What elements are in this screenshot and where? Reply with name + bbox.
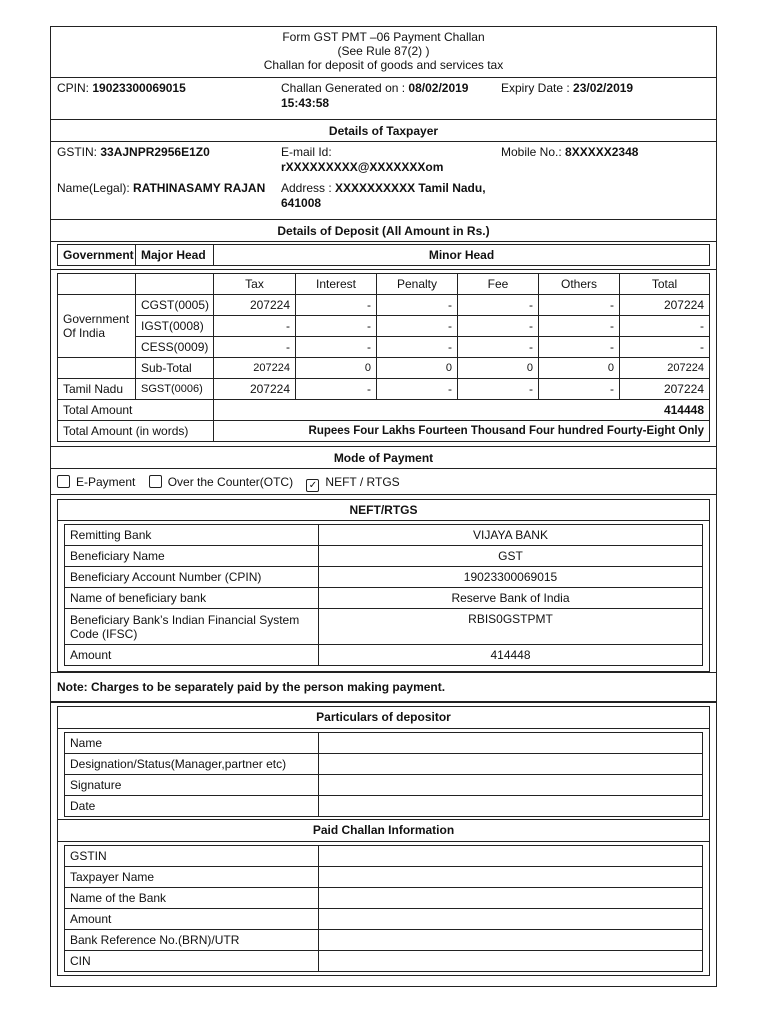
cpin-block <box>51 78 275 119</box>
cell-value: 0 <box>539 358 620 379</box>
cell-value: - <box>458 316 539 337</box>
paid-table <box>64 845 703 972</box>
neft-table <box>64 524 703 666</box>
cell-value: - <box>296 379 377 400</box>
row-label: Bank Reference No.(BRN)/UTR <box>65 930 319 951</box>
cell-value: - <box>214 316 296 337</box>
row-value: VIJAYA BANK <box>319 525 703 546</box>
expiry-label: Expiry Date : <box>501 81 574 95</box>
col-total: Total <box>620 274 710 295</box>
cpin-value: 19023300069015 <box>92 81 186 95</box>
cell-value: - <box>296 316 377 337</box>
option-otc[interactable] <box>149 475 297 489</box>
row-value: 414448 <box>319 645 703 666</box>
table-row <box>65 888 703 909</box>
payment-mode-options <box>51 469 716 495</box>
table-row <box>65 588 703 609</box>
depositor-date-field[interactable] <box>319 796 703 817</box>
table-row <box>65 645 703 666</box>
row-label: CIN <box>65 951 319 972</box>
row-label: Signature <box>65 775 319 796</box>
legal-name-label: Name(Legal): <box>57 181 134 195</box>
email-block <box>275 142 495 178</box>
col-others: Others <box>539 274 620 295</box>
address-block <box>275 178 495 218</box>
total-amount-label: Total Amount <box>58 400 214 421</box>
option-label: NEFT / RTGS <box>325 475 400 489</box>
row-label: Amount <box>65 909 319 930</box>
table-row <box>58 379 710 400</box>
taxpayer-heading: Details of Taxpayer <box>51 120 716 142</box>
row-label: Name of the Bank <box>65 888 319 909</box>
gstin-label: GSTIN: <box>57 145 101 159</box>
payment-mode-heading: Mode of Payment <box>51 447 716 469</box>
checkbox-e-payment[interactable] <box>57 475 70 488</box>
paid-gstin-field[interactable] <box>319 846 703 867</box>
deposit-head-table <box>57 244 710 266</box>
table-row <box>58 316 710 337</box>
deposit-table-wrap <box>51 270 716 447</box>
table-row <box>65 525 703 546</box>
table-row <box>65 754 703 775</box>
gstin-block <box>51 142 275 178</box>
checkbox-otc[interactable] <box>149 475 162 488</box>
col-tax: Tax <box>214 274 296 295</box>
goi-label: Government Of India <box>58 295 136 358</box>
state-label: Tamil Nadu <box>58 379 136 400</box>
form-subtitle: Challan for deposit of goods and services tax <box>263 58 504 72</box>
paid-amount-field[interactable] <box>319 909 703 930</box>
row-label: Beneficiary Bank’s Indian Financial System Code (IFSC) <box>65 609 319 645</box>
form-rule: (See Rule 87(2) ) <box>337 44 430 58</box>
row-value: 19023300069015 <box>319 567 703 588</box>
address-label: Address : <box>281 181 336 195</box>
option-e-payment[interactable] <box>57 475 139 489</box>
cell-value: 0 <box>296 358 377 379</box>
mobile-block <box>495 142 715 178</box>
cell-value: - <box>377 316 458 337</box>
cell-value: - <box>539 295 620 316</box>
cell-value: - <box>620 337 710 358</box>
row-label: Beneficiary Account Number (CPIN) <box>65 567 319 588</box>
table-row <box>65 733 703 754</box>
cell-value: - <box>539 379 620 400</box>
cell-value: - <box>377 295 458 316</box>
table-row <box>65 609 703 645</box>
neft-heading: NEFT/RTGS <box>58 500 709 521</box>
depositor-heading: Particulars of depositor <box>58 707 709 729</box>
gstin-value: 33AJNPR2956E1Z0 <box>100 145 210 159</box>
form-header <box>51 27 716 78</box>
paid-taxpayer-field[interactable] <box>319 867 703 888</box>
table-row <box>58 295 710 316</box>
cell-value: 207224 <box>620 295 710 316</box>
row-label: GSTIN <box>65 846 319 867</box>
row-label: Amount <box>65 645 319 666</box>
cell-value: 207224 <box>620 379 710 400</box>
table-row <box>65 930 703 951</box>
table-row <box>65 951 703 972</box>
paid-bank-field[interactable] <box>319 888 703 909</box>
neft-section <box>51 495 716 703</box>
table-row <box>65 909 703 930</box>
option-label: E-Payment <box>76 475 136 489</box>
row-label: Remitting Bank <box>65 525 319 546</box>
cell-value: - <box>296 337 377 358</box>
cell-value: - <box>214 337 296 358</box>
row-label: Date <box>65 796 319 817</box>
table-row <box>65 567 703 588</box>
table-row <box>65 867 703 888</box>
row-label: Designation/Status(Manager,partner etc) <box>65 754 319 775</box>
col-penalty: Penalty <box>377 274 458 295</box>
cell-value: - <box>539 337 620 358</box>
cell-value: 207224 <box>214 295 296 316</box>
deposit-head-row <box>51 242 716 270</box>
cell-value: - <box>458 337 539 358</box>
checkbox-neft-rtgs[interactable]: ✓ <box>306 479 319 492</box>
cell-value: 207224 <box>214 379 296 400</box>
challan-form <box>50 26 717 987</box>
major-head: Major Head <box>136 245 214 266</box>
cell-value: - <box>458 379 539 400</box>
generated-label: Challan Generated on : <box>281 81 409 95</box>
paid-heading: Paid Challan Information <box>58 819 709 842</box>
row-value: Reserve Bank of India <box>319 588 703 609</box>
cell-value: - <box>458 295 539 316</box>
cell-value: - <box>539 316 620 337</box>
row-head: CESS(0009) <box>136 337 214 358</box>
col-interest: Interest <box>296 274 377 295</box>
cell-value: - <box>377 379 458 400</box>
cell-value: - <box>377 337 458 358</box>
total-amount-row <box>58 400 710 421</box>
total-words-value: Rupees Four Lakhs Fourteen Thousand Four hundred Fourty-Eight Only <box>214 421 710 442</box>
deposit-heading: Details of Deposit (All Amount in Rs.) <box>51 220 716 242</box>
cell-value: 0 <box>377 358 458 379</box>
minor-head: Minor Head <box>214 245 710 266</box>
legal-name-block <box>51 178 275 218</box>
paid-brn-field[interactable] <box>319 930 703 951</box>
legal-name-value: RATHINASAMY RAJAN <box>133 181 266 195</box>
challan-info-row <box>51 78 716 120</box>
deposit-columns-row <box>58 274 710 295</box>
table-row <box>65 775 703 796</box>
email-value: rXXXXXXXXX@XXXXXXXom <box>281 160 444 174</box>
depositor-table <box>64 732 703 817</box>
option-neft-rtgs[interactable] <box>306 475 399 489</box>
government-head: Government <box>58 245 136 266</box>
generated-value: 08/02/2019 15:43:58 <box>281 81 469 110</box>
paid-cin-field[interactable] <box>319 951 703 972</box>
expiry-value: 23/02/2019 <box>573 81 634 95</box>
table-row <box>65 546 703 567</box>
mobile-value: 8XXXXX2348 <box>565 145 639 159</box>
expiry-block <box>495 78 715 119</box>
cell-value: 207224 <box>214 358 296 379</box>
table-row <box>58 358 710 379</box>
row-label: Name <box>65 733 319 754</box>
depositor-designation-field[interactable] <box>319 754 703 775</box>
neft-note: Note: Charges to be separately paid by the person making payment. <box>51 672 716 701</box>
cell-value: 207224 <box>620 358 710 379</box>
depositor-signature-field[interactable] <box>319 775 703 796</box>
generated-block <box>275 78 495 119</box>
depositor-section <box>51 703 716 976</box>
mobile-label: Mobile No.: <box>501 145 566 159</box>
row-label: Beneficiary Name <box>65 546 319 567</box>
email-label: E-mail Id: <box>281 145 332 159</box>
cell-value: - <box>296 295 377 316</box>
cell-value: 0 <box>458 358 539 379</box>
option-label: Over the Counter(OTC) <box>167 475 294 489</box>
row-label: Name of beneficiary bank <box>65 588 319 609</box>
table-row <box>65 846 703 867</box>
table-row <box>65 796 703 817</box>
total-words-label: Total Amount (in words) <box>58 421 214 442</box>
address-value: XXXXXXXXXX Tamil Nadu, 641008 <box>281 181 486 210</box>
total-amount-value: 414448 <box>214 400 710 421</box>
row-value: RBIS0GSTPMT <box>319 609 703 645</box>
row-value: GST <box>319 546 703 567</box>
form-title: Form GST PMT –06 Payment Challan <box>282 30 485 44</box>
total-words-row <box>58 421 710 442</box>
deposit-table <box>57 273 710 442</box>
row-head: CGST(0005) <box>136 295 214 316</box>
row-head: IGST(0008) <box>136 316 214 337</box>
cpin-label: CPIN: <box>57 81 93 95</box>
col-fee: Fee <box>458 274 539 295</box>
taxpayer-details <box>51 142 716 220</box>
depositor-name-field[interactable] <box>319 733 703 754</box>
row-head: SGST(0006) <box>136 379 214 400</box>
row-head: Sub-Total <box>136 358 214 379</box>
cell-value: - <box>620 316 710 337</box>
row-label: Taxpayer Name <box>65 867 319 888</box>
table-row <box>58 337 710 358</box>
